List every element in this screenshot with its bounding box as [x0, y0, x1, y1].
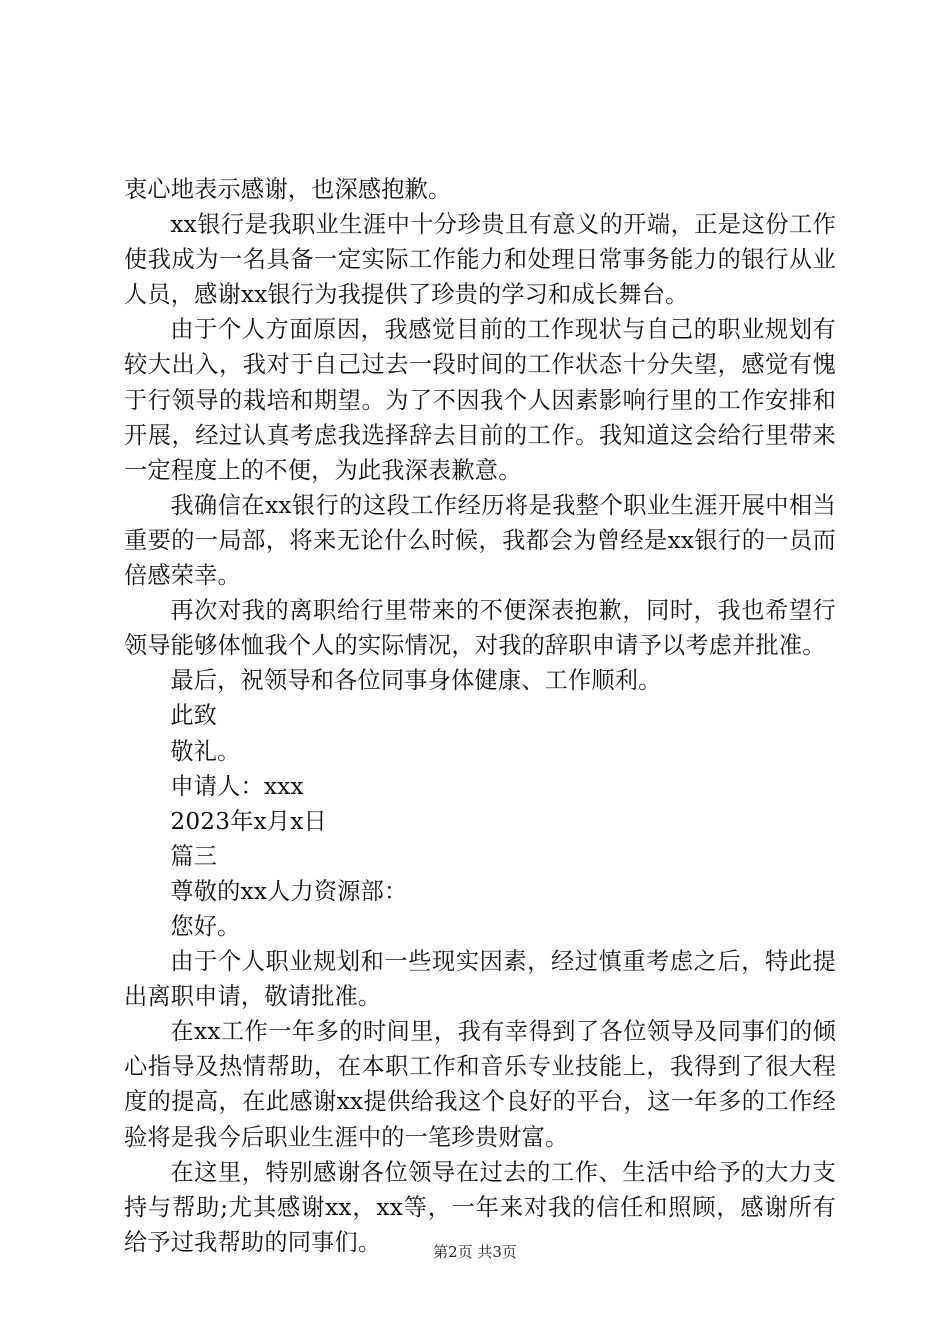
closing-salutation: 此致	[170, 702, 218, 730]
paragraph-bank-career: xx银行是我职业生涯中十分珍贵且有意义的开端，正是这份工作使我成为一名具备一定实际工作能力和处理日常事务能力的银行从业人员，感谢xx银行为我提供了珍贵的学习和成长舞台。	[124, 211, 836, 309]
applicant-line: 申请人：xxx	[170, 772, 304, 800]
closing-respect: 敬礼。	[170, 737, 241, 765]
paragraph-apology: 再次对我的离职给行里带来的不便深表抱歉，同时，我也希望行领导能够体恤我个人的实际情况，对我的辞职申请予以考虑并批准。	[124, 597, 836, 660]
paragraph-gratitude: 在xx工作一年多的时间里，我有幸得到了各位领导及同事们的倾心指导及热情帮助，在本职工作和音乐专业技能上，我得到了很大程度的提高，在此感谢xx提供给我这个良好的平台，这一年多的工作经验将是我今后职业生涯中的一笔珍贵财富。	[124, 1018, 836, 1151]
paragraph-wishes: 最后，祝领导和各位同事身体健康、工作顺利。	[170, 667, 662, 695]
letter-addressee: 尊敬的xx人力资源部：	[170, 877, 408, 905]
document-body	[124, 172, 836, 1260]
paragraph-continuation: 衷心地表示感谢，也深感抱歉。	[124, 176, 452, 203]
letter-greeting: 您好。	[170, 912, 241, 940]
page-footer: 第2页 共3页	[433, 1243, 517, 1261]
section-heading: 篇三	[170, 842, 218, 870]
paragraph-reason: 由于个人方面原因，我感觉目前的工作现状与自己的职业规划有较大出入，我对于自己过去一段时间的工作状态十分失望，感觉有愧于行领导的栽培和期望。为了不因我个人因素影响行里的工作安排和开展，经过认真考虑我选择辞去目前的工作。我知道这会给行里带来一定程度上的不便，为此我深表歉意。	[124, 316, 836, 484]
date-line: 2023年x月x日	[170, 807, 327, 835]
paragraph-experience: 我确信在xx银行的这段工作经历将是我整个职业生涯开展中相当重要的一局部，将来无论什么时候，我都会为曾经是xx银行的一员而倍感荣幸。	[124, 491, 836, 590]
paragraph-thanks-colleagues: 在这里，特别感谢各位领导在过去的工作、生活中给予的大力支持与帮助;尤其感谢xx，xx等，一年来对我的信任和照顾，感谢所有给予过我帮助的同事们。	[124, 1158, 836, 1256]
paragraph-request: 由于个人职业规划和一些现实因素，经过慎重考虑之后，特此提出离职申请，敬请批准。	[124, 948, 836, 1011]
